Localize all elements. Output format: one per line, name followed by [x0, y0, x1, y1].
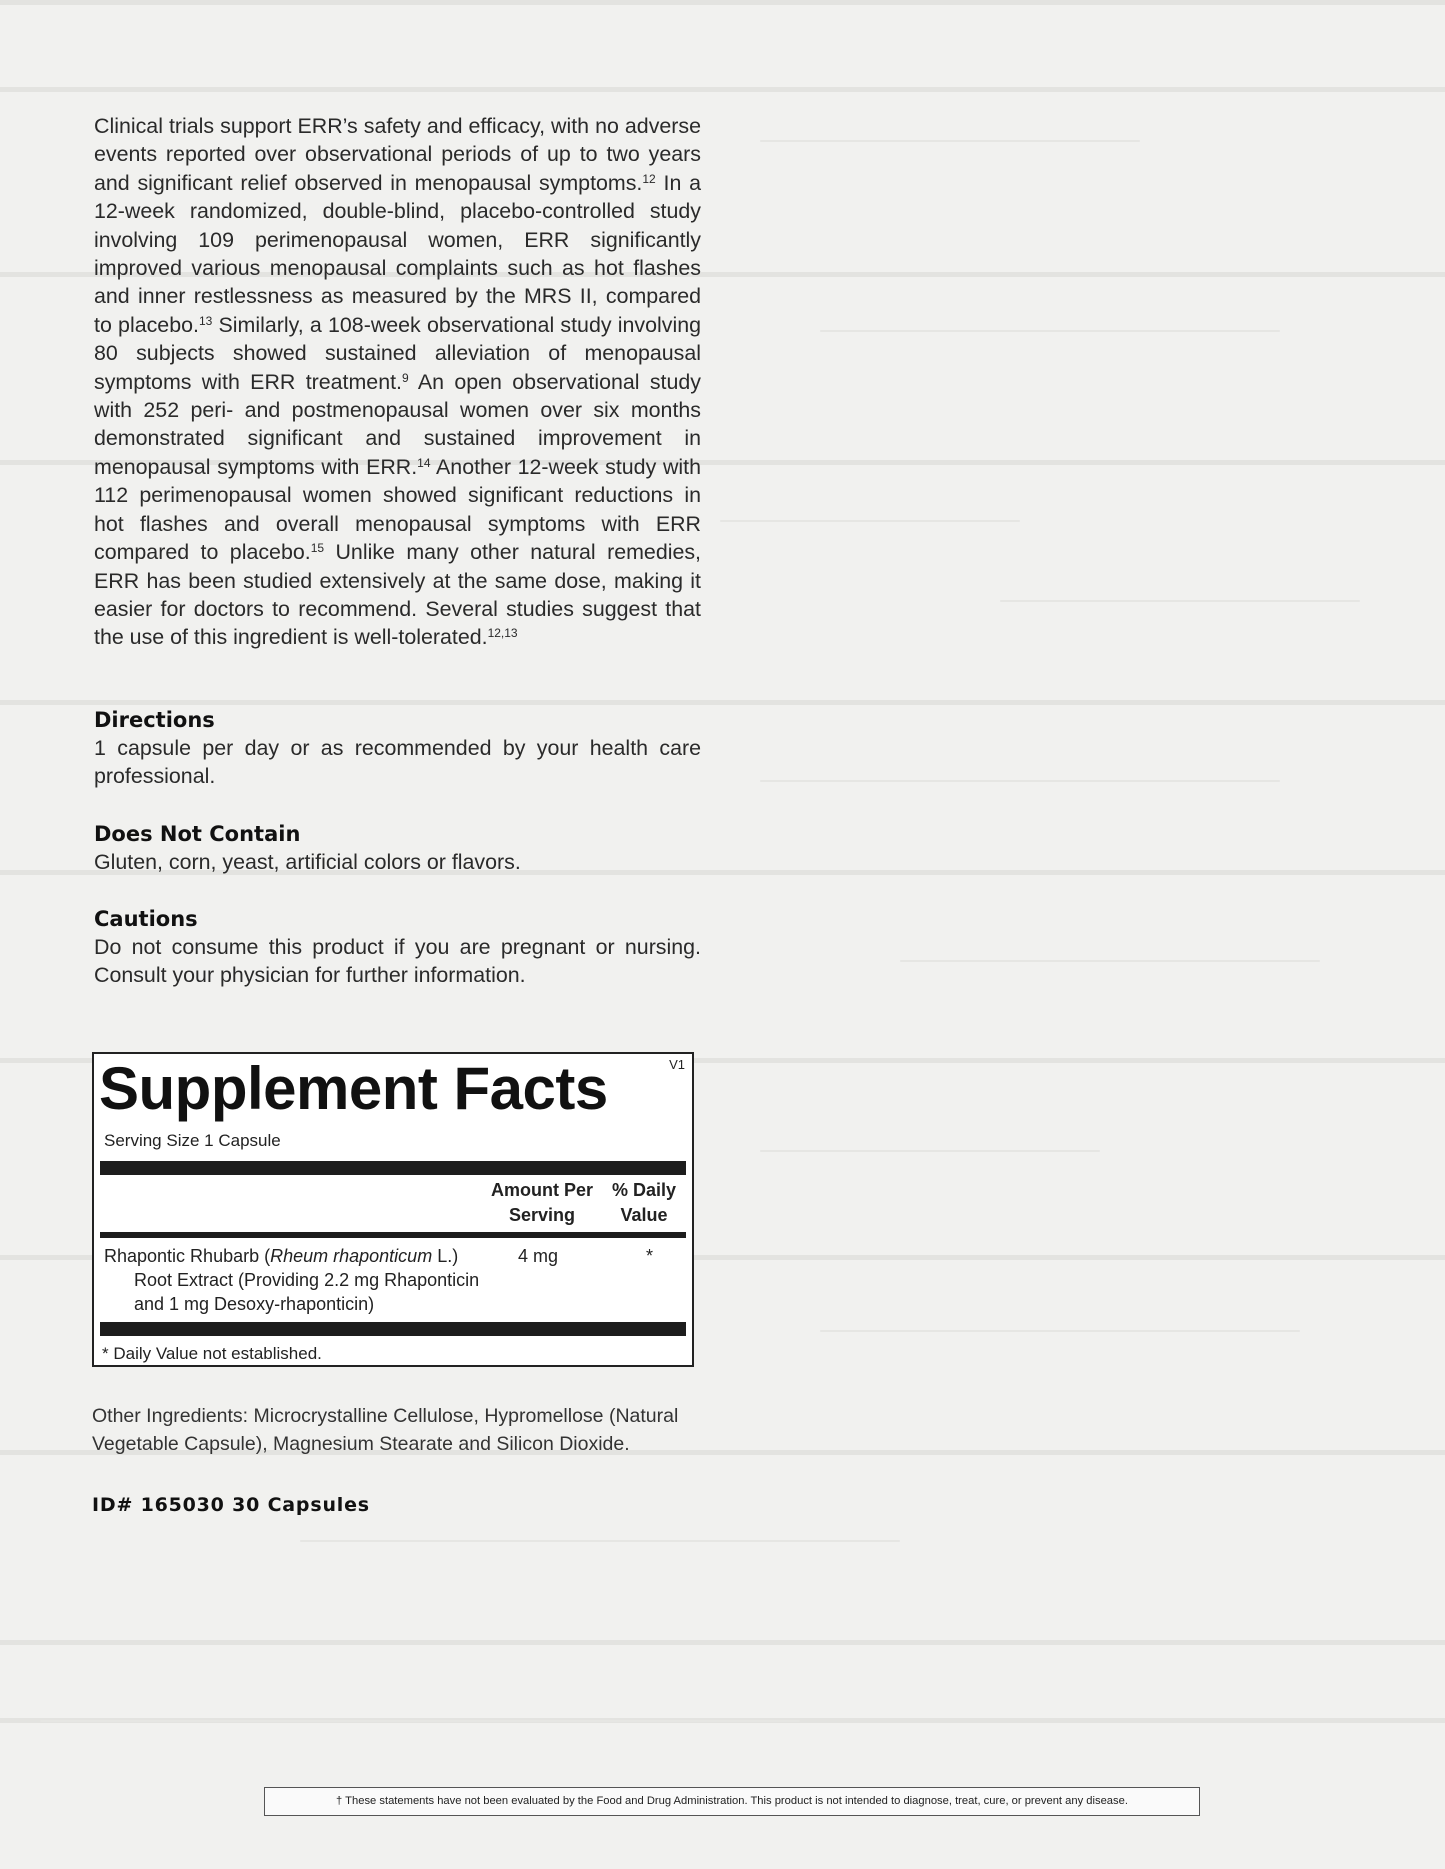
body-text-segment: Clinical trials support ERR’s safety and efficacy, with no adverse events reported over observational periods of up to two years and significant relief observed in menopausal symptoms. — [94, 114, 701, 195]
supplement-facts-title: Supplement Facts — [99, 1055, 608, 1122]
cautions-section — [94, 905, 701, 990]
medium-rule — [100, 1232, 686, 1238]
directions-text: 1 capsule per day or as recommended by your health care professional. — [94, 736, 701, 789]
directions-heading: Directions — [94, 708, 215, 732]
daily-value-header: % Daily Value — [611, 1180, 677, 1225]
ingredient-amount: 4 mg — [518, 1246, 559, 1266]
daily-value-footnote: * Daily Value not established. — [102, 1344, 322, 1363]
citation-superscript: 12 — [642, 171, 656, 186]
other-ingredients: Other Ingredients: Microcrystalline Cellulose, Hypromellose (Natural Vegetable Capsule), Magnesium Stearate and Silicon Dioxide. — [92, 1405, 679, 1455]
product-id: ID# 165030 30 Capsules — [92, 1494, 370, 1516]
body-text-segment: In a 12-week randomized, double-blind, placebo-controlled study involving 109 perimenopausal women, ERR significantly improved various menopausal complaints such as hot flashes and inner restlessness as measured by the MRS II, compared to placebo. — [94, 170, 702, 337]
citation-superscript: 12,13 — [487, 626, 518, 641]
citation-superscript: 9 — [402, 370, 409, 385]
body-text-segment: Another 12-week study with 112 perimenopausal women showed significant reductions in hot flashes and overall menopausal symptoms with ERR compared to placebo. — [94, 454, 701, 565]
citation-superscript: 13 — [198, 313, 213, 328]
thick-rule-bottom — [100, 1322, 686, 1336]
citation-superscript: 15 — [310, 541, 325, 556]
body-text-segment: Unlike many other natural remedies, ERR has been studied extensively at the same dose, making it easier for doctors to recommend. Several studies suggest that the use of this ingredient is well-tolerated. — [94, 540, 701, 650]
body-paragraph — [94, 112, 701, 652]
version-label: V1 — [669, 1057, 685, 1072]
does-not-contain-section — [94, 820, 701, 876]
serving-size: Serving Size 1 Capsule — [104, 1131, 281, 1150]
supplement-facts-panel — [92, 1052, 694, 1367]
directions-section — [94, 706, 701, 791]
body-text-segment: Similarly, a 108-week observational study involving 80 subjects showed sustained alleviation of menopausal symptoms with ERR treatment. — [94, 312, 701, 394]
fda-disclaimer: † These statements have not been evaluated by the Food and Drug Administration. This product is not intended to diagnose, treat, cure, or prevent any disease. — [264, 1787, 1200, 1816]
body-text-segment: An open observational study with 252 peri- and postmenopausal women over six months demonstrated significant and sustained improvement in menopausal symptoms with ERR. — [94, 369, 701, 479]
thick-rule — [100, 1161, 686, 1175]
amount-per-serving-header: Amount Per Serving — [490, 1180, 593, 1225]
does-not-contain-heading: Does Not Contain — [94, 822, 301, 846]
cautions-text: Do not consume this product if you are pregnant or nursing. Consult your physician for further information. — [94, 935, 701, 988]
does-not-contain-text: Gluten, corn, yeast, artificial colors or flavors. — [94, 850, 521, 874]
ingredient-daily-value: * — [646, 1246, 654, 1266]
cautions-heading: Cautions — [94, 907, 198, 931]
ingredient-row: Rhapontic Rhubarb (Rheum rhaponticum L.) Root Extract (Providing 2.2 mg Rhaponticin and 1 mg Desoxy-rhaponticin) — [104, 1246, 480, 1314]
citation-superscript: 14 — [417, 455, 431, 470]
